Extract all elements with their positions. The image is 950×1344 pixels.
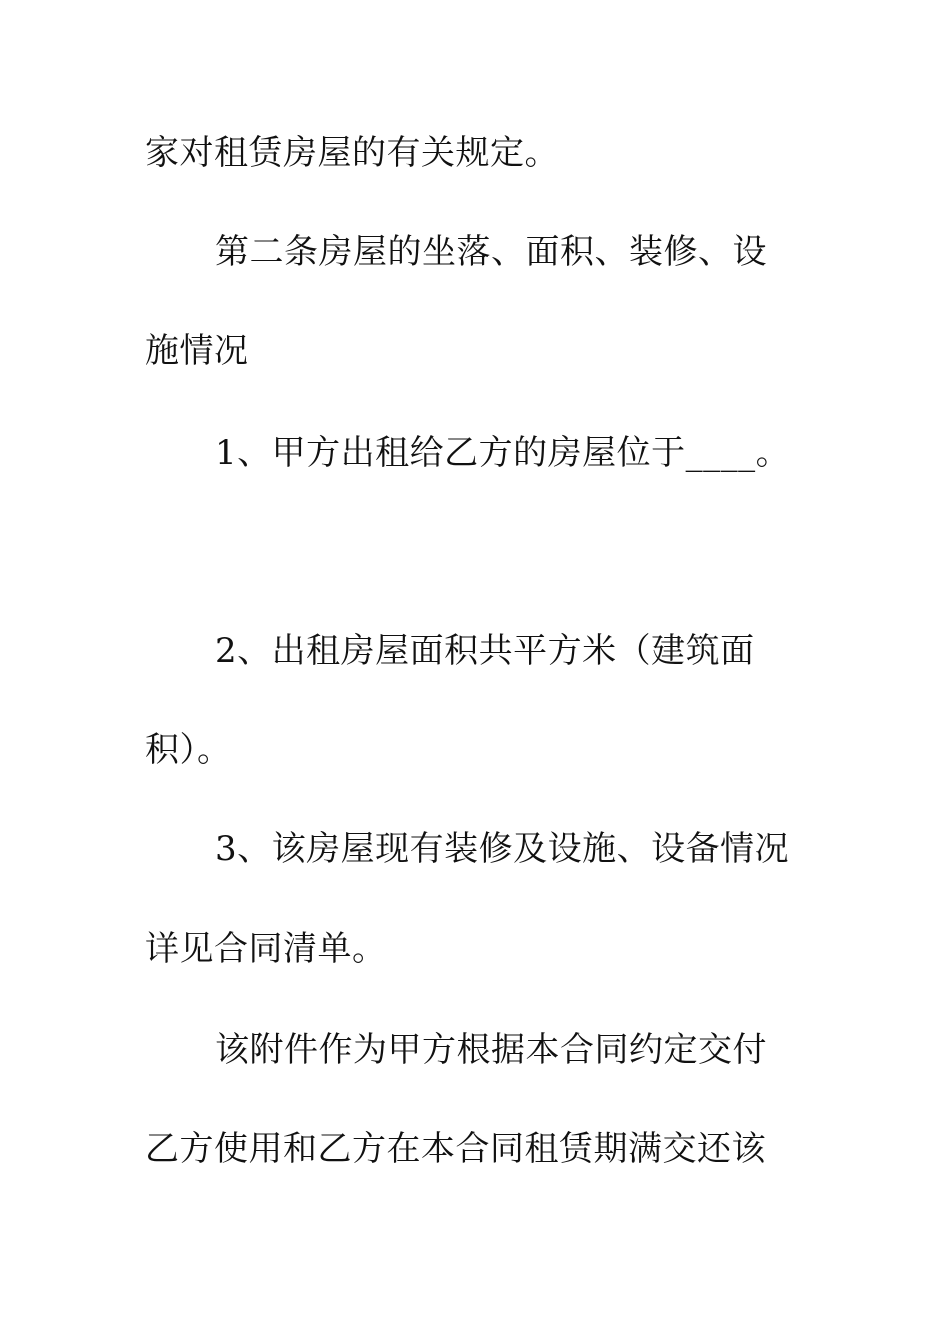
text-line: 乙方使用和乙方在本合同租赁期满交还该 xyxy=(145,1129,766,1169)
clause-2: 2、出租房屋面积共平方米（建筑面 xyxy=(215,631,755,671)
section-heading: 第二条房屋的坐落、面积、装修、设 xyxy=(215,232,767,272)
clause-1: 1、甲方出租给乙方的房屋位于____。 xyxy=(215,433,791,473)
text-line: 详见合同清单。 xyxy=(145,929,387,969)
text-line: 家对租赁房屋的有关规定。 xyxy=(145,133,559,173)
paragraph-start: 该附件作为甲方根据本合同约定交付 xyxy=(215,1030,767,1070)
text-line: 积）。 xyxy=(145,730,232,770)
text-line: 施情况 xyxy=(145,331,249,371)
clause-3: 3、该房屋现有装修及设施、设备情况 xyxy=(215,829,790,869)
